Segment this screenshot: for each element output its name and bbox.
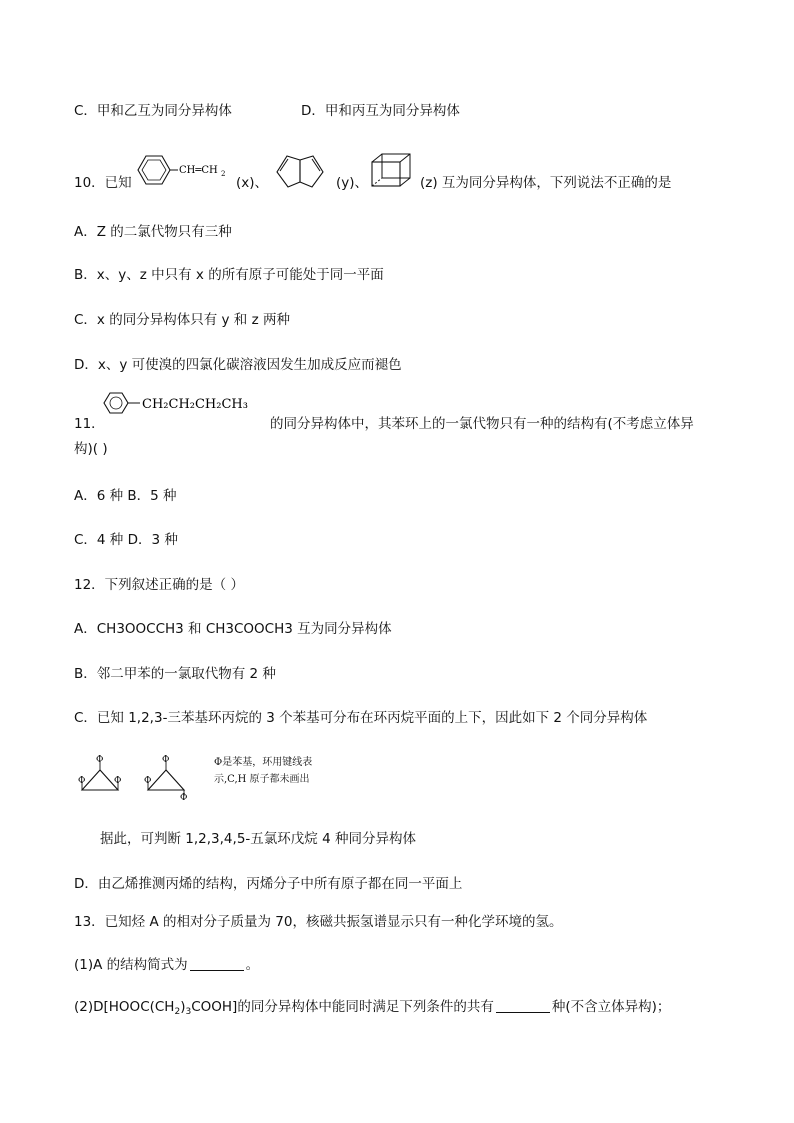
q10-option-b: B．x、y、z 中只有 x 的所有原子可能处于同一平面 <box>74 267 384 283</box>
cubane-structure <box>368 150 416 190</box>
vinyl-text: CH═CH <box>179 165 218 176</box>
q12-stem: 12．下列叙述正确的是（ ） <box>74 577 244 593</box>
phenyl-note: Φ是苯基，环用键线表 示,C,H 原子都未画出 <box>214 757 313 785</box>
svg-text:Φ: Φ <box>180 793 188 800</box>
q10-label-y: (y)、 <box>336 175 369 191</box>
svg-text:Φ: Φ <box>96 755 104 765</box>
svg-text:Φ: Φ <box>78 776 86 786</box>
q12-deduction: 据此，可判断 1,2,3,4,5-五氯环戊烷 4 种同分异构体 <box>100 831 416 847</box>
q11-options-cd: C．4 种 D．3 种 <box>74 532 178 548</box>
q13-part2: $(2)D[HOOC(CH_2)_3COOH]$的同分异构体中能同时满足下列条件的共有 种(不含立体异构)； <box>74 999 671 1017</box>
q11-stem-line2: 构)( ) <box>74 441 108 457</box>
q12-option-a: A．CH3OOCCH3 和 CH3COOCH3 互为同分异构体 <box>74 621 392 637</box>
q13-stem: 13．已知烃 A 的相对分子质量为 70，核磁共振氢谱显示只有一种化学环境的氢。 <box>74 914 563 930</box>
q12-option-d: D．由乙烯推测丙烯的结构，丙烯分子中所有原子都在同一平面上 <box>74 876 463 892</box>
answer-blank[interactable] <box>496 999 550 1013</box>
q10-option-d: D．x、y 可使溴的四氯化碳溶液因发生加成反应而褪色 <box>74 357 402 373</box>
q11-prefix: 11． <box>74 416 105 432</box>
q10-label-x: (x)、 <box>236 175 269 191</box>
q12-option-b: B．邻二甲苯的一氯取代物有 2 种 <box>74 666 276 682</box>
svg-text:Φ: Φ <box>144 776 152 786</box>
q9-option-c: C．甲和乙互为同分异构体 <box>74 103 232 119</box>
triphenylcyclopropane-isomers-figure <box>74 752 214 800</box>
svg-text:Φ: Φ <box>162 755 170 765</box>
svg-text:Φ: Φ <box>114 776 122 786</box>
q12-option-c: C．已知 1,2,3-三苯基环丙烷的 3 个苯基可分布在环丙烷平面的上下，因此如下 2 个同分异构体 <box>74 710 648 726</box>
q10-option-a: A．Z 的二氯代物只有三种 <box>74 224 232 240</box>
q9-option-d: D．甲和丙互为同分异构体 <box>301 103 460 119</box>
q13-part1: (1)A 的结构简式为 。 <box>74 957 260 973</box>
answer-blank[interactable] <box>190 957 244 971</box>
vinyl-subscript: 2 <box>221 170 226 178</box>
bicyclic-diene-structure <box>271 150 329 190</box>
styrene-structure <box>128 150 238 194</box>
q11-stem-line1: 的同分异构体中，其苯环上的一氯代物只有一种的结构有(不考虑立体异 <box>270 416 694 432</box>
q11-options-ab: A．6 种 B．5 种 <box>74 488 177 504</box>
butylbenzene-structure <box>100 391 270 421</box>
butyl-chain-text: CH₂CH₂CH₂CH₃ <box>142 397 248 412</box>
q10-prefix: 10．已知 <box>74 175 132 191</box>
q10-label-z: (z) 互为同分异构体，下列说法不正确的是 <box>420 175 672 191</box>
q10-option-c: C．x 的同分异构体只有 y 和 z 两种 <box>74 312 290 328</box>
